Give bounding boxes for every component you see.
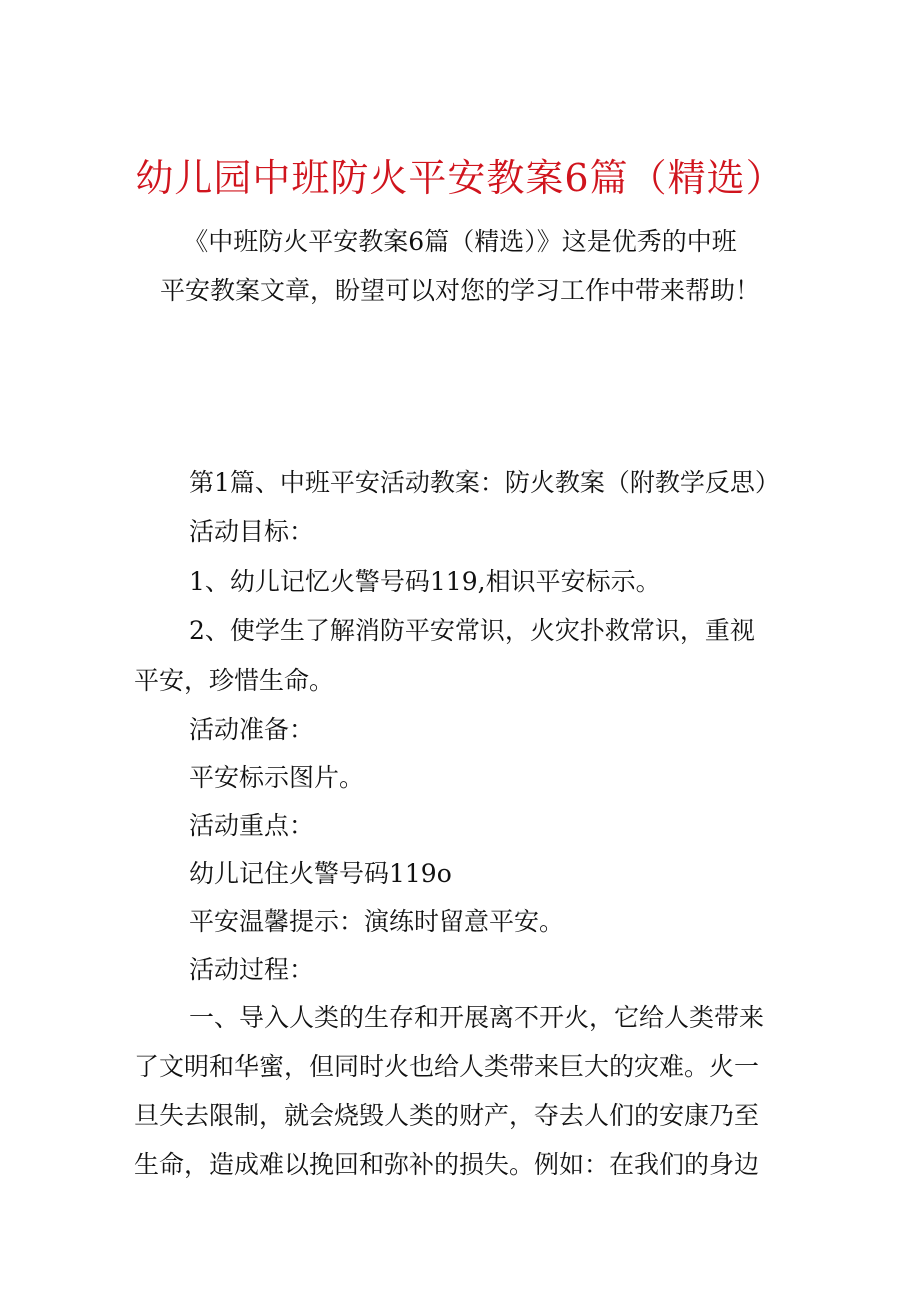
body-line: 平安温馨提示：演练时留意平安。: [189, 907, 565, 936]
intro-line: 平安教案文章，盼望可以对您的学习工作中带来帮助！: [159, 276, 760, 305]
body-line: 活动准备：: [189, 715, 315, 744]
document-title: 幼儿园中班防火平安教案6篇（精选）: [135, 156, 785, 200]
body-line: 一、导入人类的生存和开展离不开火，它给人类带来: [189, 1003, 765, 1032]
body-line: 平安标示图片。: [189, 763, 365, 792]
body-line: 活动目标：: [189, 517, 315, 546]
body-line: 1、幼儿记忆火警号码119,相识平安标示。: [189, 567, 661, 596]
body-line: 旦失去限制，就会烧毁人类的财产，夺去人们的安康乃至: [134, 1101, 760, 1130]
body-line: 幼儿记住火警号码119o: [189, 859, 452, 888]
intro-line: 《中班防火平安教案6篇（精选）》这是优秀的中班: [183, 227, 737, 256]
section-heading: 第1篇、中班平安活动教案：防火教案（附教学反思）: [189, 468, 780, 497]
body-line: 2、使学生了解消防平安常识，火灾扑救常识，重视: [189, 616, 755, 645]
body-line: 活动重点：: [189, 811, 315, 840]
body-line: 平安，珍惜生命。: [134, 666, 335, 695]
body-line: 生命，造成难以挽回和弥补的损失。例如：在我们的身边: [134, 1150, 760, 1179]
body-line: 活动过程：: [189, 955, 315, 984]
body-line: 了文明和华蜜，但同时火也给人类带来巨大的灾难。火一: [134, 1052, 760, 1081]
